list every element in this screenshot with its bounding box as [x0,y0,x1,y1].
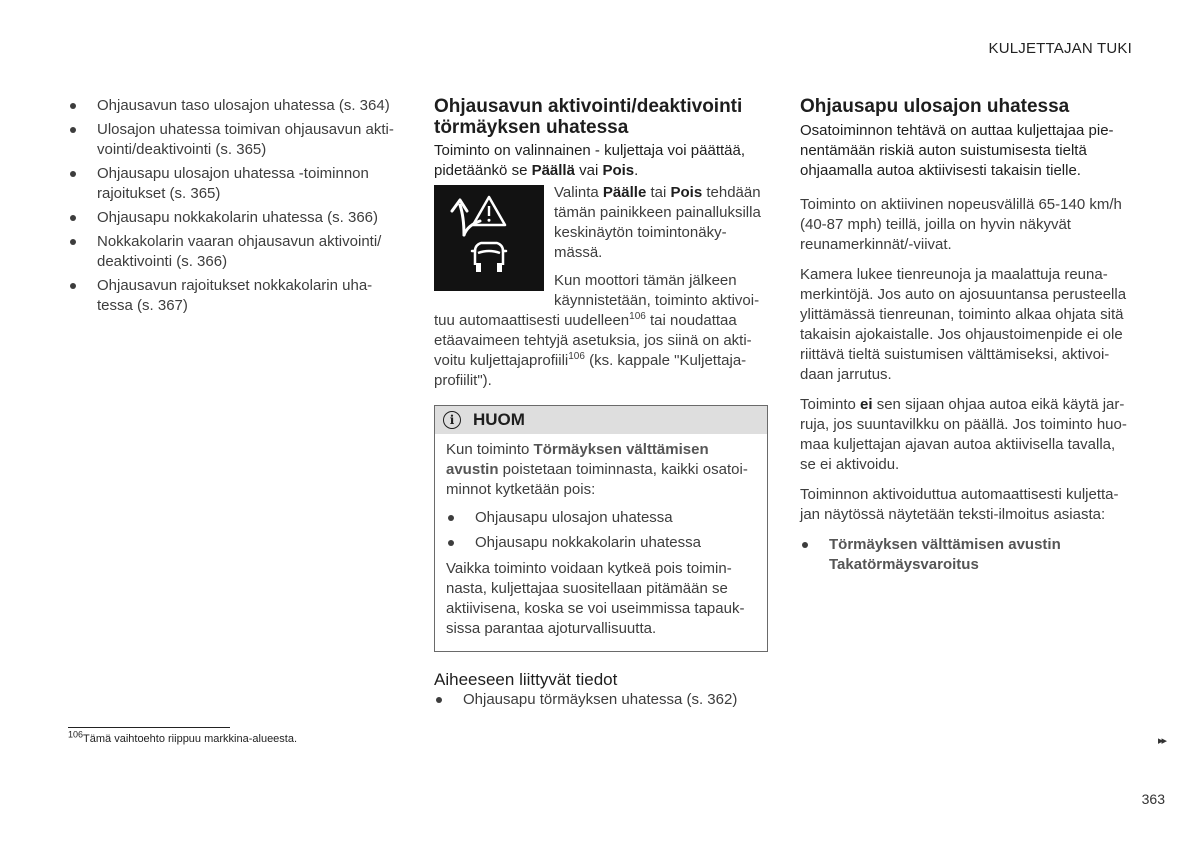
bullet-icon [70,127,76,133]
notification-paragraph: Toiminnon aktivoiduttua automaattisesti kuljetta-jan näytössä näytetään teksti-ilmoitus asiasta: [800,486,1119,523]
notification-list [800,535,1135,575]
speed-paragraph: Toiminto on aktiivinen nopeusvälillä 65-140 km/h (40-87 mph) teillä, joilla on hyvin näkyvät reunamerkinnät/-viivat. [800,196,1122,253]
intro-paragraph: Toiminto on valinnainen - kuljettaja voi päättää, pidetäänkö se Päällä vai Pois. [434,142,746,179]
activation-section [434,96,768,714]
collision-avoidance-steering-icon [434,185,544,291]
list-item[interactable]: Ohjausavun rajoitukset nokkakolarin uha-tessa (s. 367) [68,276,398,316]
restart-paragraph: Kun moottori tämän jälkeen käynnistetään, toiminto aktivoi-tuu automaattisesti uudelleen$^{106}$ tai noudattaa etäavaimeen tehtyjä asetuksia, jos siinä on akti-voitu kuljettajaprofiili$^{106}$ (ks. kappale "Kuljettaja-profiilit"). [434,272,760,389]
topic-list [68,96,398,316]
note-paragraph: Kun toiminto Törmäyksen välttämisen avustin poistetaan toiminnasta, kaikki osatoi-minnot kytketään pois: [446,441,748,498]
note-list [446,508,756,553]
lane-departure-section [800,96,1135,579]
list-item[interactable]: Ohjausapu ulosajon uhatessa -toiminnon rajoitukset (s. 365) [68,164,398,204]
page-number: 363 [1141,791,1165,807]
note-header [435,406,767,434]
section-heading: Ohjausapu ulosajon uhatessa [800,96,1070,117]
related-topics-column [68,96,398,320]
list-item[interactable]: Ulosajon uhatessa toimivan ohjausavun akti-vointi/deaktivointi (s. 365) [68,120,398,160]
selection-paragraph: Valinta Päälle tai Pois tehdään tämän painikkeen painalluksilla keskinäytön toimintonäky-mässä. [554,184,761,261]
note-title: HUOM [473,410,525,429]
bullet-icon [70,171,76,177]
info-circle-icon: i [443,411,461,429]
bullet-icon [70,215,76,221]
running-header: KULJETTAJAN TUKI [988,40,1132,57]
bullet-icon [802,542,808,548]
camera-paragraph: Kamera lukee tienreunoja ja maalattuja reuna-merkintöjä. Jos auto on ajosuuntansa perusteella ylittämässä tienreunan, toiminto alkaa ohjata sitä takaisin ajokaistalle. Jos ohjaustoimenpide ei ole riittävä tieltä suistumisen välttämiseksi, aktivoi-daan jarrutus. [800,266,1127,383]
bullet-icon [448,540,454,546]
footnote-divider [68,727,230,728]
section-heading: Ohjausavun aktivointi/deaktivointi törmäyksen uhatessa [434,96,743,138]
bullet-icon [448,515,454,521]
list-item: Törmäyksen välttämisen avustin Takatörmäysvaroitus [800,535,1135,575]
note-box [434,405,768,652]
list-item: Ohjausapu ulosajon uhatessa [446,508,756,528]
list-item[interactable]: Ohjausapu nokkakolarin uhatessa (s. 366) [68,208,398,228]
related-list [434,690,768,710]
list-item: Ohjausapu nokkakolarin uhatessa [446,533,756,553]
note-body [435,434,767,651]
note-paragraph: Vaikka toiminto voidaan kytkeä pois toimin-nasta, kuljettajaa suositellaan pitämään se aktiivisena, koska se voi useimmissa tapauk-sissa parantaa ajoturvallisuutta. [446,560,745,637]
list-item[interactable]: Nokkakolarin vaaran ohjausavun aktivointi/ deaktivointi (s. 366) [68,232,398,272]
bullet-icon [70,283,76,289]
next-page-arrow-icon[interactable]: ▸▸ [1157,735,1165,747]
list-item[interactable]: Ohjausavun taso ulosajon uhatessa (s. 364) [68,96,398,116]
lead-paragraph: Osatoiminnon tehtävä on auttaa kuljettajaa pie-nentämään riskiä auton suistumisesta tieltä ohjaamalla autoa aktiivisesti takaisin tielle. [800,122,1114,179]
bullet-icon [70,103,76,109]
bullet-icon [70,239,76,245]
bullet-icon [436,697,442,703]
footnote: $^{106}$Tämä vaihtoehto riippuu markkina-alueesta. [68,729,298,745]
indicator-paragraph: Toiminto ei sen sijaan ohjaa autoa eikä käytä jar-ruja, jos suuntavilkku on päällä. Jos toiminto huo-maa kuljettajan ajavan autoa aktiivisella tavalla, se ei aktivoidu. [800,396,1127,473]
related-heading: Aiheeseen liittyvät tiedot [434,670,618,689]
list-item[interactable]: Ohjausapu törmäyksen uhatessa (s. 362) [434,690,768,710]
